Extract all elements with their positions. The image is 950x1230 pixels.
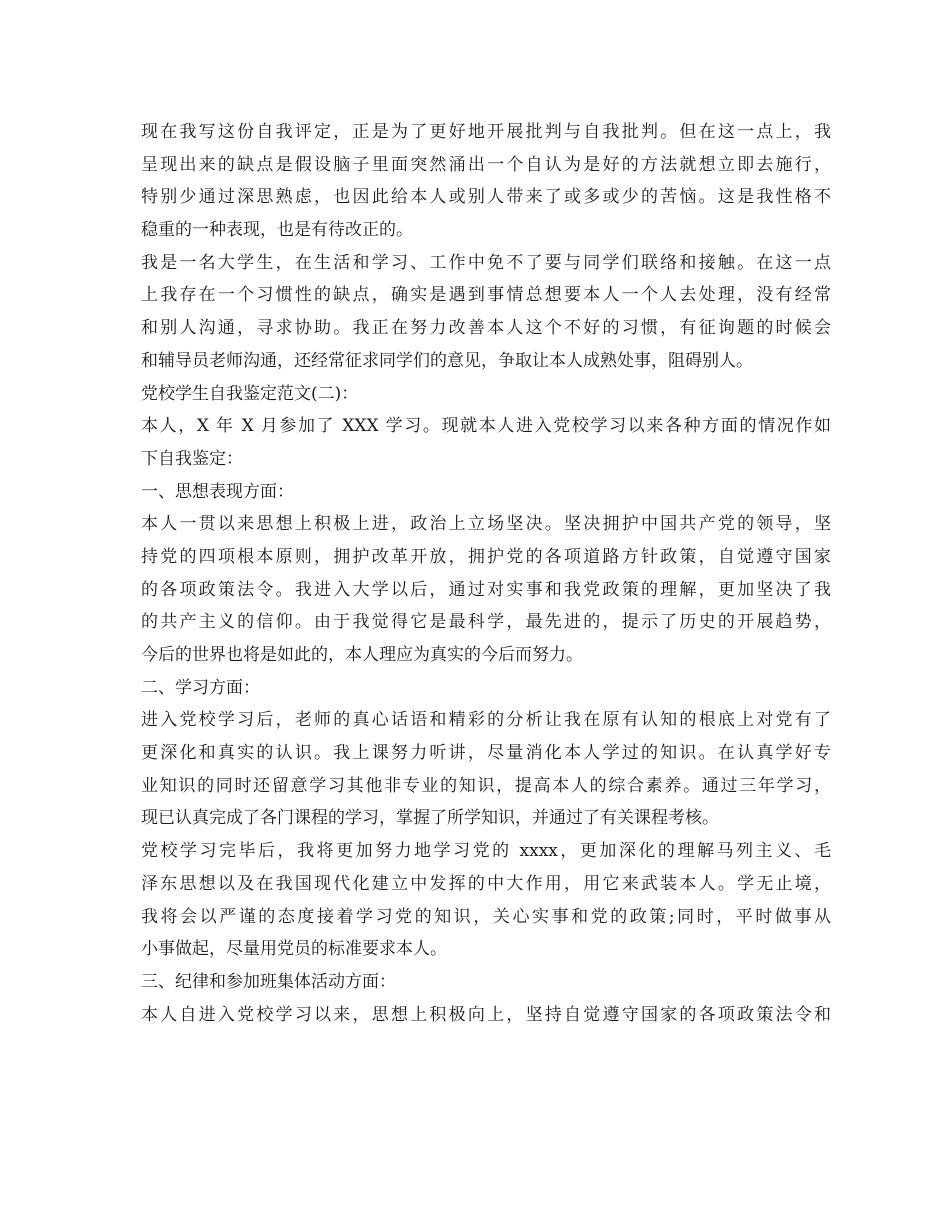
text-line: 本人，X 年 X 月参加了 XXX 学习。现就本人进入党校学习以来各种方面的情况作如 bbox=[141, 416, 831, 437]
text-line: 业知识的同时还留意学习其他非专业的知识，提高本人的综合素养。通过三年学习， bbox=[141, 775, 831, 796]
text-line: 和别人沟通，寻求协助。我正在努力改善本人这个不好的习惯，有征询题的时候会 bbox=[141, 318, 831, 339]
text-line: 党校学生自我鉴定范文(二)： bbox=[141, 383, 359, 404]
text-line: 党校学习完毕后，我将更加努力地学习党的 xxxx，更加深化的理解马列主义、毛 bbox=[141, 841, 831, 862]
text-line: 我是一名大学生，在生活和学习、工作中免不了要与同学们联络和接触。在这一点 bbox=[141, 252, 831, 273]
text-line: 稳重的一种表现，也是有待改正的。 bbox=[141, 220, 413, 241]
text-line: 现在我写这份自我评定，正是为了更好地开展批判与自我批判。但在这一点上，我 bbox=[141, 122, 831, 142]
text-line: 上我存在一个习惯性的缺点，确实是遇到事情总想要本人一个人去处理，没有经常 bbox=[141, 285, 831, 306]
text-line: 的各项政策法令。我进入大学以后，通过对实事和我党政策的理解，更加坚决了我 bbox=[141, 579, 831, 600]
text-line: 今后的世界也将是如此的，本人理应为真实的今后而努力。 bbox=[141, 645, 583, 665]
text-line: 呈现出来的缺点是假设脑子里面突然涌出一个自认为是好的方法就想立即去施行， bbox=[141, 154, 831, 175]
text-line: 二、学习方面： bbox=[141, 677, 260, 698]
text-line: 本人一贯以来思想上积极上进，政治上立场坚决。坚决拥护中国共产党的领导，坚 bbox=[141, 514, 831, 535]
text-line: 持党的四项根本原则，拥护改革开放，拥护党的各项道路方针政策，自觉遵守国家 bbox=[141, 546, 831, 567]
text-line: 本人自进入党校学习以来，思想上积极向上，坚持自觉遵守国家的各项政策法令和 bbox=[141, 1004, 831, 1025]
text-line: 小事做起，尽量用党员的标准要求本人。 bbox=[141, 939, 447, 960]
text-line: 下自我鉴定： bbox=[141, 448, 243, 469]
text-line: 泽东思想以及在我国现代化建立中发挥的中大作用，用它来武装本人。学无止境， bbox=[141, 873, 831, 894]
document-body bbox=[141, 116, 831, 1031]
text-line: 一、思想表现方面： bbox=[141, 481, 294, 502]
text-line: 进入党校学习后，老师的真心话语和精彩的分析让我在原有认知的根底上对党有了 bbox=[141, 710, 831, 731]
text-line: 三、纪律和参加班集体活动方面： bbox=[141, 971, 396, 992]
text-line: 特别少通过深思熟虑，也因此给本人或别人带来了或多或少的苦恼。这是我性格不 bbox=[141, 187, 831, 208]
text-line: 我将会以严谨的态度接着学习党的知识，关心实事和党的政策;同时，平时做事从 bbox=[141, 906, 831, 927]
text-line: 更深化和真实的认识。我上课努力听讲，尽量消化本人学过的知识。在认真学好专 bbox=[141, 743, 831, 764]
text-line: 现已认真完成了各门课程的学习，掌握了所学知识，并通过了有关课程考核。 bbox=[141, 808, 719, 829]
text-line: 和辅导员老师沟通，还经常征求同学们的意见，争取让本人成熟处事，阻碍别人。 bbox=[141, 350, 753, 371]
text-line: 的共产主义的信仰。由于我觉得它是最科学，最先进的，提示了历史的开展趋势， bbox=[141, 612, 831, 633]
